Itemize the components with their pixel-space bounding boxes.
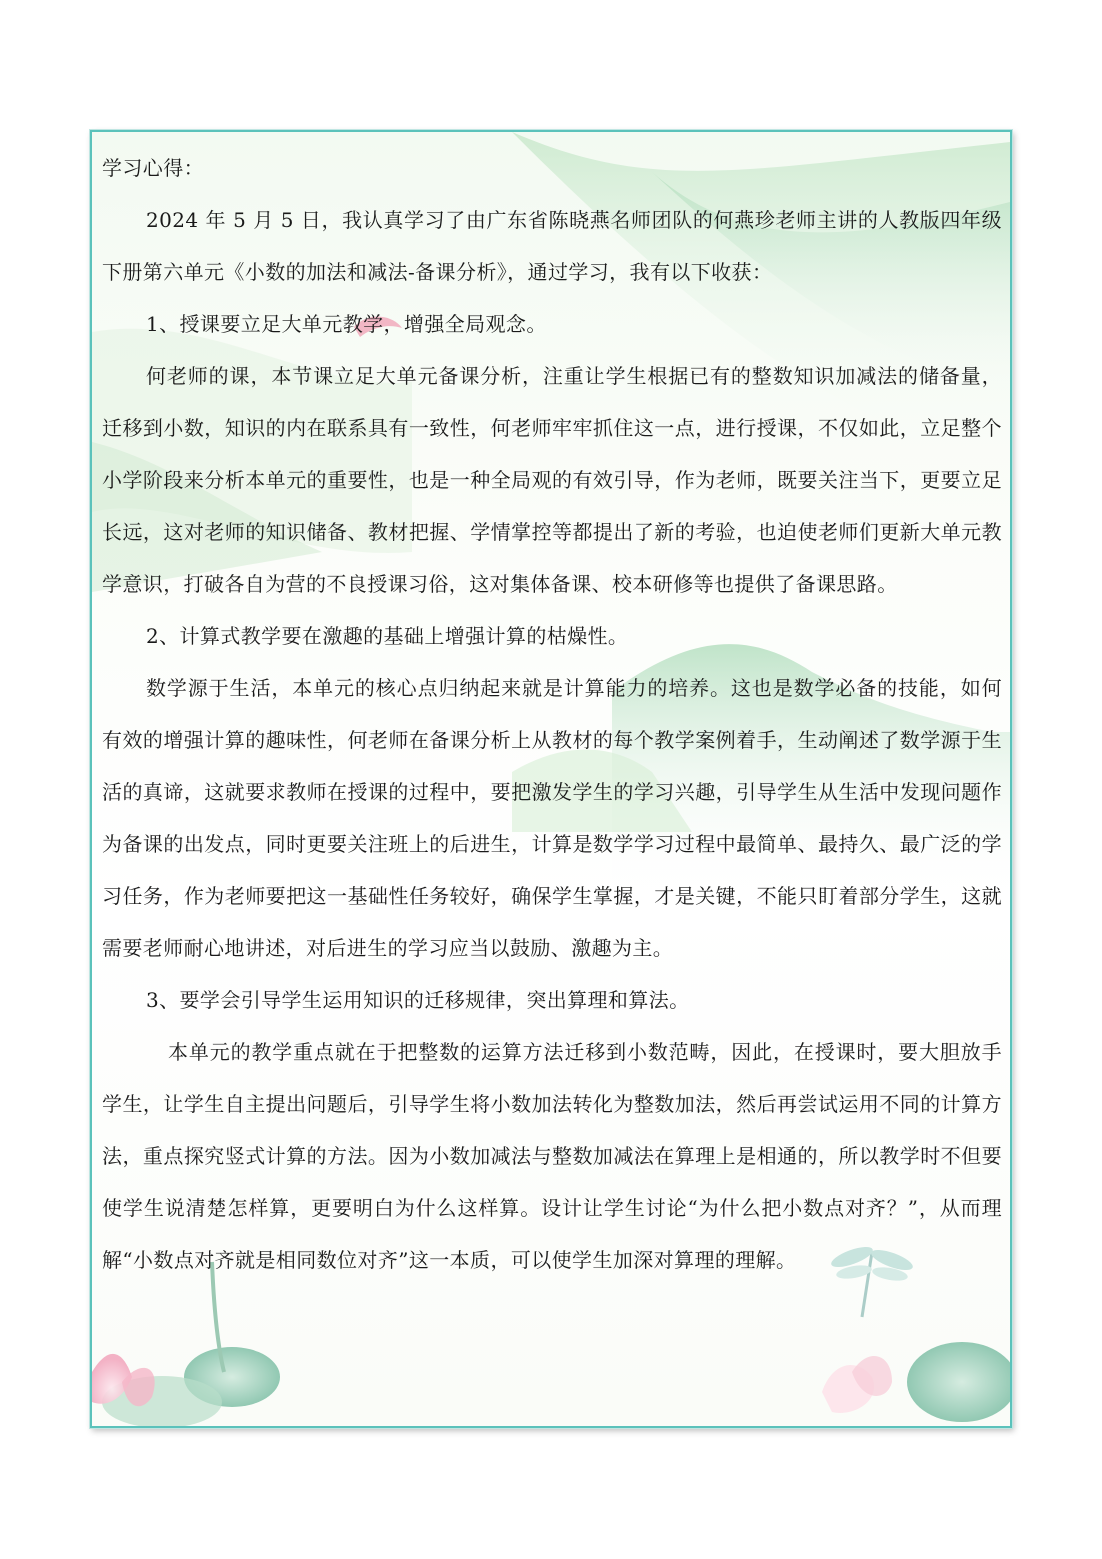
paragraph-point-1: 何老师的课，本节课立足大单元备课分析，注重让学生根据已有的整数知识加减法的储备量，迁移到小数，知识的内在联系具有一致性，何老师牢牢抓住这一点，进行授课，不仅如此，立足整个小学阶段来分析本单元的重要性，也是一种全局观的有效引导，作为老师，既要关注当下，更要立足长远，这对老师的知识储备、教材把握、学情掌控等都提出了新的考验，也迫使老师们更新大单元教学意识，打破各自为营的不良授课习俗，这对集体备课、校本研修等也提供了备课思路。 (102, 364, 1002, 596)
paragraph-point-3: 本单元的教学重点就在于把整数的运算方法迁移到小数范畴，因此，在授课时，要大胆放手学生，让学生自主提出问题后，引导学生将小数加法转化为整数加法，然后再尝试运用不同的计算方法，重点探究竖式计算的方法。因为小数加减法与整数加减法在算理上是相通的，所以教学时不但要使学生说清楚怎样算，更要明白为什么这样算。设计让学生讨论“为什么把小数点对齐？”，从而理解“小数点对齐就是相同数位对齐”这一本质，可以使学生加深对算理的理解。 (102, 1040, 1002, 1272)
paragraph-intro: 2024 年 5 月 5 日，我认真学习了由广东省陈晓燕名师团队的何燕珍老师主讲的人教版四年级下册第六单元《小数的加法和减法-备课分析》，通过学习，我有以下收获： (102, 208, 1002, 284)
lotus-leaf-right (907, 1342, 1010, 1422)
paragraph-point-2: 数学源于生活，本单元的核心点归纳起来就是计算能力的培养。这也是数学必备的技能，如何有效的增强计算的趣味性，何老师在备课分析上从教材的每个教学案例着手，生动阐述了数学源于生活的真谛，这就要求教师在授课的过程中，要把激发学生的学习兴趣，引导学生从生活中发现问题作为备课的出发点，同时更要关注班上的后进生，计算是数学学习过程中最简单、最持久、最广泛的学习任务，作为老师要把这一基础性任务较好，确保学生掌握，才是关键，不能只盯着部分学生，这就需要老师耐心地讲述，对后进生的学习应当以鼓励、激趣为主。 (102, 676, 1002, 960)
document-heading: 学习心得： (102, 156, 204, 180)
document-body (102, 142, 1002, 1286)
point-1-title: 1、授课要立足大单元教学，增强全局观念。 (146, 312, 547, 336)
point-2-title: 2、计算式教学要在激趣的基础上增强计算的枯燥性。 (146, 624, 629, 648)
document-frame (90, 130, 1012, 1428)
point-3-title: 3、要学会引导学生运用知识的迁移规律，突出算理和算法。 (146, 988, 690, 1012)
